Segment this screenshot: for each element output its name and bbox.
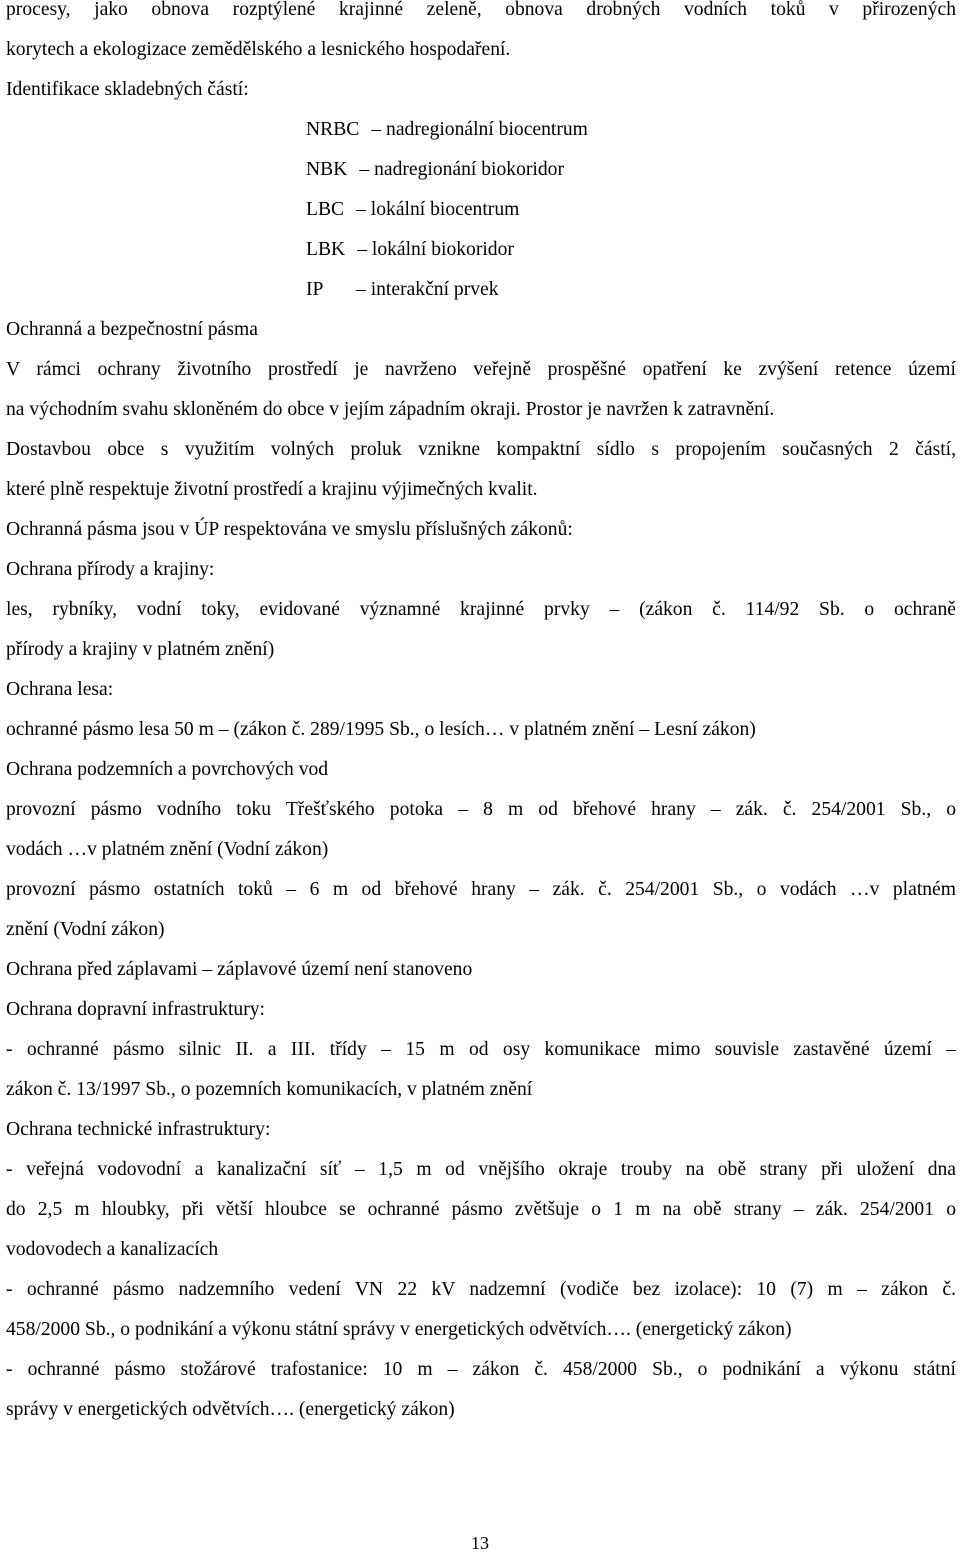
body-line: Ochrana lesa:	[6, 679, 114, 700]
abbreviation-text: – interakční prvek	[356, 279, 499, 300]
identification-heading: Identifikace skladebných částí:	[6, 79, 249, 100]
body-line: vodách …v platném znění (Vodní zákon)	[6, 839, 329, 860]
body-line: - ochranné pásmo nadzemního vedení VN 22 kV nadzemní (vodiče bez izolace): 10 (7) m – zákon č.	[6, 1279, 956, 1300]
body-line: Dostavbou obce s využitím volných proluk vznikne kompaktní sídlo s propojením současných 2 částí,	[6, 439, 956, 460]
body-line: - ochranné pásmo silnic II. a III. třídy – 15 m od osy komunikace mimo souvisle zastavěné území –	[6, 1039, 956, 1060]
body-line: provozní pásmo vodního toku Třešťského potoka – 8 m od břehové hrany – zák. č. 254/2001 Sb., o	[6, 799, 956, 820]
abbreviation-code: NBK	[306, 159, 348, 180]
abbreviation-code: LBC	[306, 199, 345, 220]
body-line: V rámci ochrany životního prostředí je navrženo veřejně prospěšné opatření ke zvýšení retence území	[6, 359, 956, 380]
abbreviation-code: LBK	[306, 239, 346, 260]
intro-line-2: korytech a ekologizace zemědělského a lesnického hospodaření.	[6, 39, 511, 60]
body-line: - ochranné pásmo stožárové trafostanice: 10 m – zákon č. 458/2000 Sb., o podnikání a výkonu státní	[6, 1359, 956, 1380]
body-line: 458/2000 Sb., o podnikání a výkonu státní správy v energetických odvětvích…. (energetický zákon)	[6, 1319, 792, 1340]
body-line: Ochranná pásma jsou v ÚP respektována ve smyslu příslušných zákonů:	[6, 519, 573, 540]
body-line: Ochrana před záplavami – záplavové území není stanoveno	[6, 959, 473, 980]
abbreviation-row-lbc	[306, 190, 956, 230]
body-line: vodovodech a kanalizacích	[6, 1239, 219, 1260]
body-line: Ochrana přírody a krajiny:	[6, 559, 215, 580]
body-line: Ochrana dopravní infrastruktury:	[6, 999, 265, 1020]
abbreviation-text: – nadregionání biokoridor	[359, 159, 564, 180]
body-line: zákon č. 13/1997 Sb., o pozemních komunikacích, v platném znění	[6, 1079, 533, 1100]
body-line: do 2,5 m hloubky, při větší hloubce se ochranné pásmo zvětšuje o 1 m na obě strany – zák. 254/2001 o	[6, 1199, 956, 1220]
body-line: přírody a krajiny v platném znění)	[6, 639, 275, 660]
abbreviation-text: – lokální biokoridor	[357, 239, 514, 260]
body-line: Ochrana podzemních a povrchových vod	[6, 759, 329, 780]
abbreviation-row-lbk	[306, 230, 956, 270]
body-text	[6, 350, 956, 1430]
abbreviation-row-nbk	[306, 150, 956, 190]
intro-line-1: procesy, jako obnova rozptýlené krajinné zeleně, obnova drobných vodních toků v přirozených	[6, 0, 956, 20]
body-line: - veřejná vodovodní a kanalizační síť – 1,5 m od vnějšího okraje trouby na obě strany při uložení dna	[6, 1159, 956, 1180]
body-line: provozní pásmo ostatních toků – 6 m od břehové hrany – zák. č. 254/2001 Sb., o vodách …v platném	[6, 879, 956, 900]
page-number: 13	[471, 1533, 489, 1553]
body-line: Ochrana technické infrastruktury:	[6, 1119, 271, 1140]
body-line: ochranné pásmo lesa 50 m – (zákon č. 289/1995 Sb., o lesích… v platném znění – Lesní zákon)	[6, 719, 756, 740]
body-line: správy v energetických odvětvích…. (energetický zákon)	[6, 1399, 455, 1420]
abbreviation-row-nrbc	[306, 110, 956, 150]
abbreviation-row-ip	[306, 270, 956, 310]
body-line: na východním svahu skloněném do obce v jejím západním okraji. Prostor je navržen k zatravnění.	[6, 399, 775, 420]
abbreviation-text: – nadregionální biocentrum	[371, 119, 588, 140]
section-heading: Ochranná a bezpečnostní pásma	[6, 319, 258, 340]
body-line: les, rybníky, vodní toky, evidované významné krajinné prvky – (zákon č. 114/92 Sb. o ochraně	[6, 599, 956, 620]
abbreviation-code: NRBC	[306, 119, 360, 140]
abbreviation-text: – lokální biocentrum	[356, 199, 520, 220]
abbreviation-list	[306, 110, 956, 310]
document-page	[6, 0, 956, 1430]
abbreviation-code: IP	[306, 279, 324, 300]
body-line: znění (Vodní zákon)	[6, 919, 165, 940]
body-line: které plně respektuje životní prostředí a krajinu výjimečných kvalit.	[6, 479, 538, 500]
